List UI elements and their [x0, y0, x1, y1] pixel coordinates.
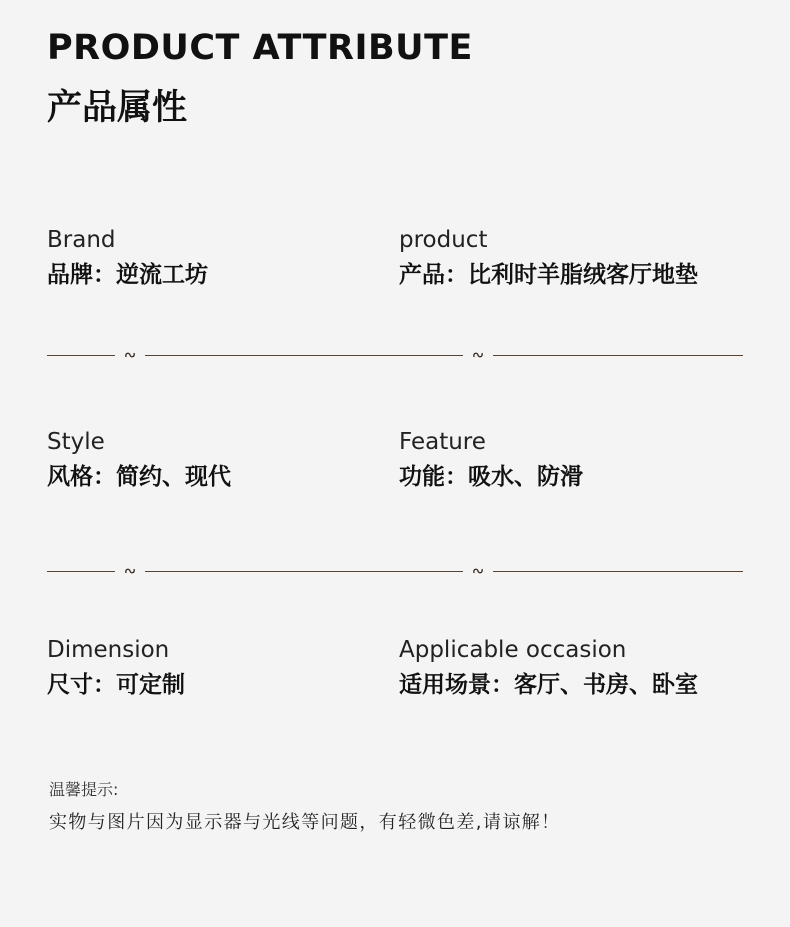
note-label: 温馨提示: [49, 780, 119, 799]
divider-line [145, 355, 463, 356]
divider-line [145, 571, 463, 572]
attribute-brand [47, 226, 208, 290]
ornament-icon [123, 348, 137, 362]
attribute-value: 品牌：逆流工坊 [47, 262, 208, 288]
divider-line [47, 571, 115, 572]
attribute-occasion [399, 636, 698, 700]
attribute-label: Dimension [47, 637, 170, 663]
attribute-label: Applicable occasion [399, 637, 627, 663]
ornament-icon [471, 348, 485, 362]
divider-line [47, 355, 115, 356]
attribute-value: 尺寸：可定制 [47, 672, 185, 698]
page-title-zh: 产品属性 [47, 88, 188, 128]
attribute-label: product [399, 227, 488, 253]
attribute-label: Feature [399, 429, 486, 455]
attribute-product [399, 226, 698, 290]
note-text: 实物与图片因为显示器与光线等问题，有轻微色差,请谅解！ [49, 812, 561, 833]
attribute-value: 产品：比利时羊脂绒客厅地垫 [399, 262, 698, 288]
divider-line [493, 355, 743, 356]
attribute-label: Style [47, 429, 105, 455]
attribute-value: 功能：吸水、防滑 [399, 464, 583, 490]
ornament-icon [123, 564, 137, 578]
attribute-style [47, 428, 231, 492]
section-divider [47, 348, 743, 362]
attribute-dimension [47, 636, 185, 700]
section-divider [47, 564, 743, 578]
attribute-feature [399, 428, 583, 492]
attribute-value: 适用场景：客厅、书房、卧室 [399, 672, 698, 698]
divider-line [493, 571, 743, 572]
attribute-label: Brand [47, 227, 116, 253]
attribute-value: 风格：简约、现代 [47, 464, 231, 490]
ornament-icon [471, 564, 485, 578]
page-title-en: PRODUCT ATTRIBUTE [47, 28, 473, 68]
